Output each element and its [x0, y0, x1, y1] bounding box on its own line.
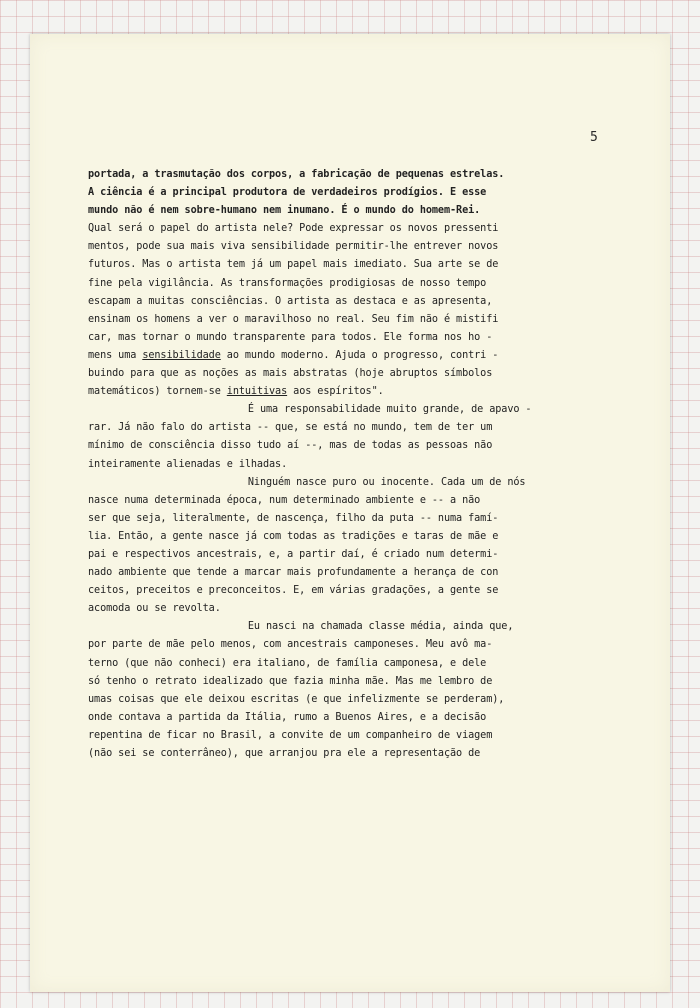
text-line: buindo para que as noções as mais abstratas (hoje abruptos símbolos: [88, 368, 493, 380]
text-line: inteiramente alienadas e ilhadas.: [88, 458, 288, 470]
text-line: car, mas tornar o mundo transparente para todos. Ele forma nos ho -: [88, 331, 493, 343]
text-line: umas coisas que ele deixou escritas (e que infelizmente se perderam),: [88, 693, 505, 705]
text-line: matemáticos) tornem-se intuitivas aos espíritos".: [88, 386, 384, 398]
text-line: terno (que não conheci) era italiano, de família camponesa, e dele: [88, 657, 487, 669]
typewritten-body: [88, 166, 648, 763]
text-line: ensinam os homens a ver o maravilhoso no real. Seu fim não é mistifi: [88, 313, 499, 325]
text-line: nado ambiente que tende a marcar mais profundamente a herança de con: [88, 567, 499, 579]
text-line: rar. Já não falo do artista -- que, se está no mundo, tem de ter um: [88, 422, 493, 434]
text-line: só tenho o retrato idealizado que fazia minha mãe. Mas me lembro de: [88, 675, 493, 687]
text-line: ser que seja, literalmente, de nascença, filho da puta -- numa famí-: [88, 512, 499, 524]
text-line: futuros. Mas o artista tem já um papel mais imediato. Sua arte se de: [88, 259, 499, 271]
text-line: mentos, pode sua mais viva sensibilidade permitir-lhe entrever novos: [88, 241, 499, 253]
underlined-word: sensibilidade: [142, 349, 221, 361]
text-line: escapam a muitas consciências. O artista as destaca e as apresenta,: [88, 295, 493, 307]
text-line: Eu nasci na chamada classe média, ainda que,: [247, 621, 514, 633]
text-line: Ninguém nasce puro ou inocente. Cada um de nós: [247, 476, 526, 488]
text-line: repentina de ficar no Brasil, a convite de um companheiro de viagem: [88, 729, 493, 741]
page-number: 5: [590, 130, 598, 145]
text-line: nasce numa determinada época, num determinado ambiente e -- a não: [88, 494, 481, 506]
text-line: acomoda ou se revolta.: [88, 603, 221, 615]
text-line: É uma responsabilidade muito grande, de apavo -: [247, 404, 532, 416]
text-line: Qual será o papel do artista nele? Pode expressar os novos pressenti: [88, 223, 499, 235]
text-line: fine pela vigilância. As transformações prodigiosas de nosso tempo: [88, 277, 487, 289]
text-line: ceitos, preceitos e preconceitos. E, em várias gradações, a gente se: [88, 585, 499, 597]
text-line: onde contava a partida da Itália, rumo a Buenos Aires, e a decisão: [88, 711, 487, 723]
text-line: portada, a trasmutação dos corpos, a fabricação de pequenas estrelas.: [88, 169, 505, 180]
text-line: A ciência é a principal produtora de verdadeiros prodígios. E esse: [88, 187, 487, 199]
text-line: lia. Então, a gente nasce já com todas as tradições e taras de mãe e: [88, 530, 499, 542]
text-line: mens uma sensibilidade ao mundo moderno. Ajuda o progresso, contri -: [88, 349, 499, 361]
text-line: mínimo de consciência disso tudo aí --, mas de todas as pessoas não: [88, 440, 493, 452]
text-line: por parte de mãe pelo menos, com ancestrais camponeses. Meu avô ma-: [88, 639, 493, 651]
text-line: (não sei se conterrâneo), que arranjou pra ele a representação de: [88, 748, 481, 759]
text-line: pai e respectivos ancestrais, e, a partir daí, é criado num determi-: [88, 548, 499, 560]
underlined-word: intuitivas: [226, 386, 288, 398]
text-line: mundo não é nem sobre-humano nem inumano. É o mundo do homem-Rei.: [88, 205, 481, 217]
